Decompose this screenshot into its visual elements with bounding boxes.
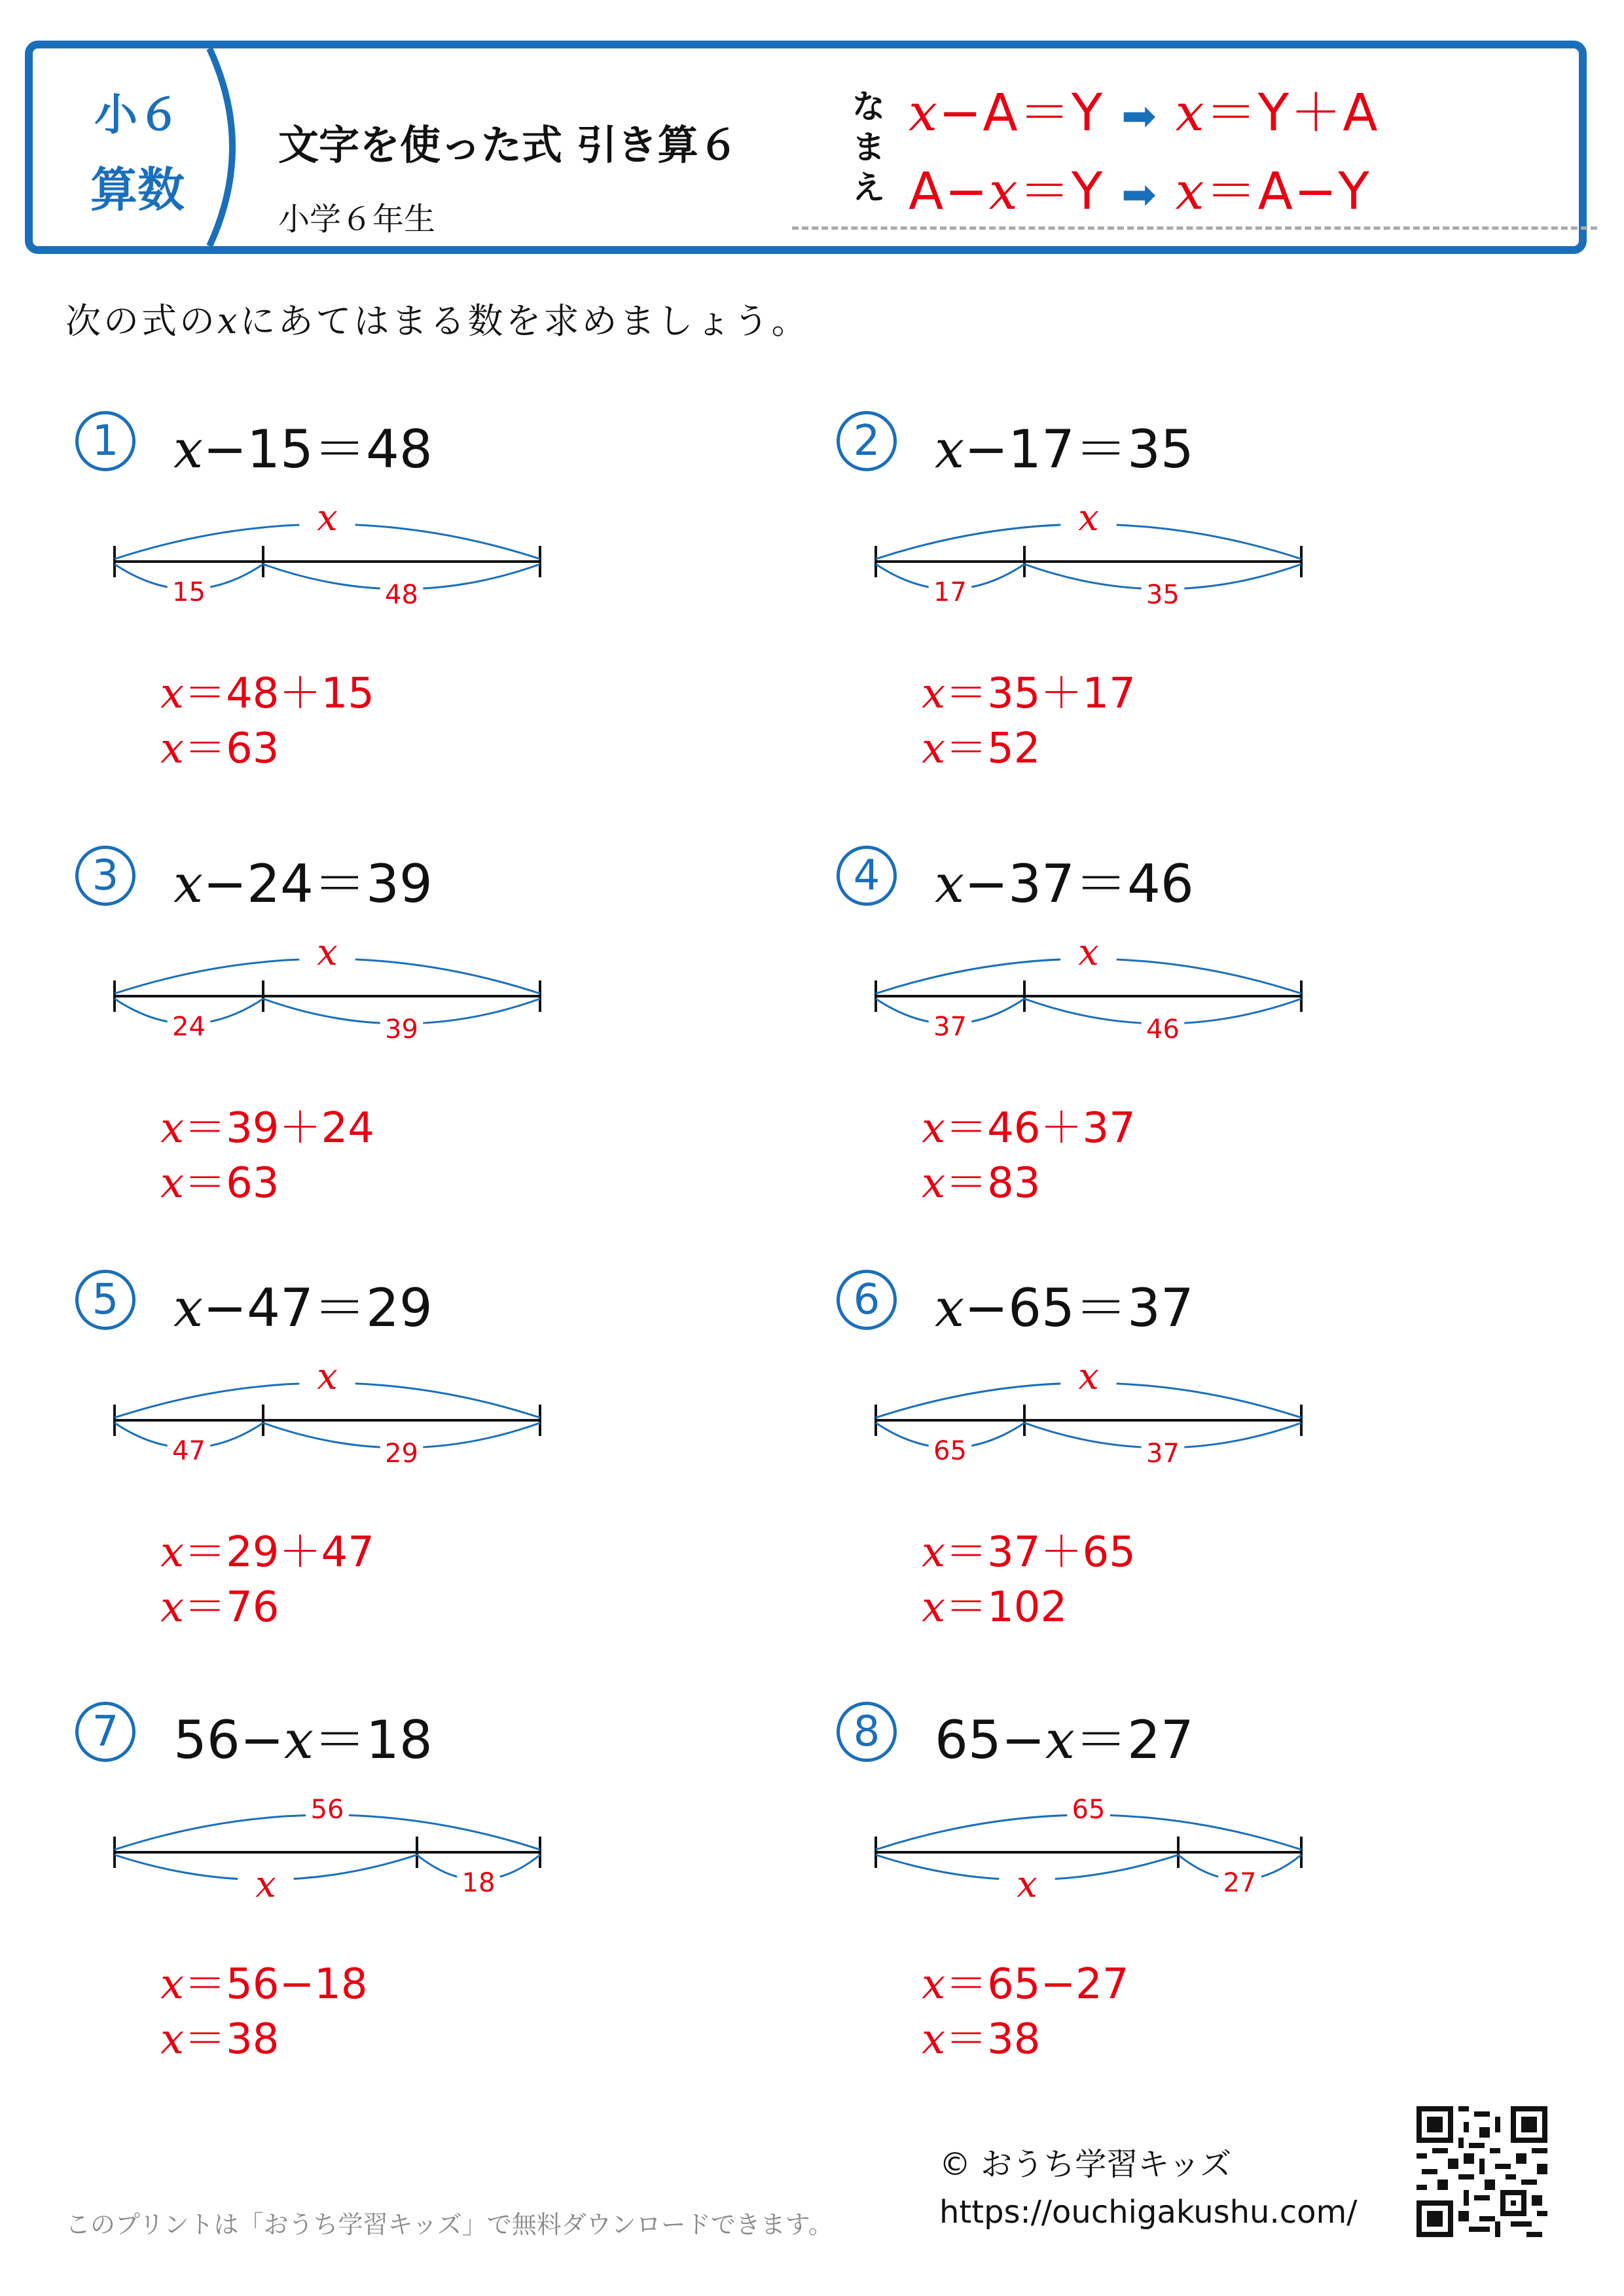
answer-line-2: 𝑥＝83 — [922, 1159, 1041, 1208]
tape-label-x: 𝑥 — [1078, 931, 1099, 974]
problem-3 — [75, 846, 664, 1251]
answer — [160, 1957, 368, 2067]
tape-label-left: 17 — [933, 577, 967, 607]
tape-label-right: 37 — [1146, 1439, 1180, 1469]
name-label: な ま え — [852, 88, 885, 207]
problem-number: 8 — [837, 1702, 897, 1762]
problem-2 — [837, 411, 1426, 817]
problem-number: 6 — [837, 1270, 897, 1330]
answer-line-2: 𝑥＝102 — [922, 1583, 1068, 1632]
answer-line-1: 𝑥＝35＋17 — [922, 670, 1136, 718]
worksheet-header — [25, 41, 1587, 254]
answer-line-2: 𝑥＝63 — [160, 1159, 280, 1208]
arrow-right-icon: ➡ — [1121, 92, 1158, 141]
page-title: 文字を使った式 引き算６ — [278, 121, 739, 169]
problem-6 — [837, 1270, 1426, 1676]
tape-label-right: 35 — [1146, 580, 1180, 610]
equation: 𝑥−17＝35 — [935, 419, 1194, 480]
answer-line-2: 𝑥＝76 — [160, 1583, 280, 1632]
tape-label-x: 𝑥 — [255, 1863, 276, 1906]
tape-label-right: 46 — [1146, 1014, 1180, 1045]
footer-note: このプリントは「おうち学習キッズ」で無料ダウンロードできます。 — [65, 2210, 833, 2239]
problem-number: 1 — [75, 411, 135, 471]
answer-line-1: 𝑥＝37＋65 — [922, 1528, 1136, 1577]
tape-label-right: 48 — [385, 580, 418, 610]
equation: 𝑥−24＝39 — [173, 853, 433, 914]
tape-label-left: 15 — [172, 577, 206, 607]
answer — [922, 1101, 1136, 1211]
answer-line-1: 𝑥＝46＋37 — [922, 1104, 1136, 1153]
answer-line-2: 𝑥＝38 — [160, 2015, 280, 2064]
tape-diagram — [869, 1335, 1327, 1505]
tape-label-x: 𝑥 — [1078, 497, 1099, 539]
tape-label-x: 𝑥 — [317, 931, 338, 974]
tape-label-right: 29 — [385, 1439, 418, 1469]
problem-5 — [75, 1270, 664, 1676]
answer-line-1: 𝑥＝29＋47 — [160, 1528, 374, 1577]
answer — [922, 666, 1136, 776]
answer-line-1: 𝑥＝56−18 — [160, 1960, 368, 2009]
tape-label-right: 39 — [385, 1014, 418, 1045]
tape-diagram — [108, 911, 566, 1081]
problem-4 — [837, 846, 1426, 1251]
answer-line-1: 𝑥＝39＋24 — [160, 1104, 374, 1153]
tape-label-x: 𝑥 — [317, 497, 338, 539]
tape-label-left: 47 — [172, 1436, 206, 1466]
equation: 𝑥−37＝46 — [935, 853, 1194, 914]
answer-line-2: 𝑥＝63 — [160, 725, 280, 773]
rule-1: 𝑥−A＝Y ➡ 𝑥＝Y＋A — [909, 84, 1379, 143]
tape-label-right: 27 — [1223, 1868, 1257, 1898]
equation: 𝑥−47＝29 — [173, 1278, 433, 1338]
tape-diagram — [108, 476, 566, 647]
problem-number: 4 — [837, 846, 897, 906]
tape-diagram — [869, 476, 1327, 647]
answer — [160, 666, 374, 776]
tape-label-x: 𝑥 — [1078, 1355, 1099, 1398]
arrow-right-icon: ➡ — [1121, 171, 1158, 219]
tape-label-x: 𝑥 — [317, 1355, 338, 1398]
grade-box — [33, 48, 255, 246]
tape-label-x: 𝑥 — [1017, 1863, 1038, 1906]
grade-label: 小６ — [94, 90, 181, 140]
answer-line-1: 𝑥＝48＋15 — [160, 670, 374, 718]
equation: 𝑥−65＝37 — [935, 1278, 1194, 1338]
answer-line-2: 𝑥＝38 — [922, 2015, 1041, 2064]
answer — [160, 1525, 374, 1635]
problem-number: 3 — [75, 846, 135, 906]
tape-label-left: 24 — [172, 1012, 206, 1042]
problem-number: 5 — [75, 1270, 135, 1330]
tape-diagram — [108, 1335, 566, 1505]
tape-diagram — [108, 1767, 566, 1937]
answer — [922, 1525, 1136, 1635]
answer — [160, 1101, 374, 1211]
answer — [922, 1957, 1129, 2067]
tape-diagram — [869, 1767, 1327, 1937]
problem-8 — [837, 1702, 1426, 2108]
instruction: 次の式の𝑥にあてはまる数を求めましょう。 — [65, 300, 810, 342]
tape-diagram — [869, 911, 1327, 1081]
tape-label-total: 56 — [310, 1795, 344, 1825]
problem-7 — [75, 1702, 664, 2108]
problem-1 — [75, 411, 664, 817]
tape-label-left: 65 — [933, 1436, 967, 1466]
problem-number: 2 — [837, 411, 897, 471]
page-subtitle: 小学６年生 — [278, 201, 436, 238]
qr-code-icon — [1416, 2106, 1547, 2237]
rule-2: A−𝑥＝Y ➡ 𝑥＝A−Y — [909, 162, 1371, 221]
equation: 56−𝑥＝18 — [173, 1710, 433, 1770]
name-field-line[interactable] — [792, 226, 1597, 230]
tape-label-left: 37 — [933, 1012, 967, 1042]
equation: 𝑥−15＝48 — [173, 419, 433, 480]
tape-label-total: 65 — [1072, 1795, 1106, 1825]
site-url[interactable]: https://ouchigakushu.com/ — [939, 2194, 1358, 2231]
subject-label: 算数 — [90, 162, 185, 217]
answer-line-1: 𝑥＝65−27 — [922, 1960, 1129, 2009]
equation: 65−𝑥＝27 — [935, 1710, 1194, 1770]
tape-label-right: 18 — [461, 1868, 496, 1898]
answer-line-2: 𝑥＝52 — [922, 725, 1041, 773]
problem-number: 7 — [75, 1702, 135, 1762]
copyright: © おうち学習キッズ — [939, 2146, 1232, 2183]
